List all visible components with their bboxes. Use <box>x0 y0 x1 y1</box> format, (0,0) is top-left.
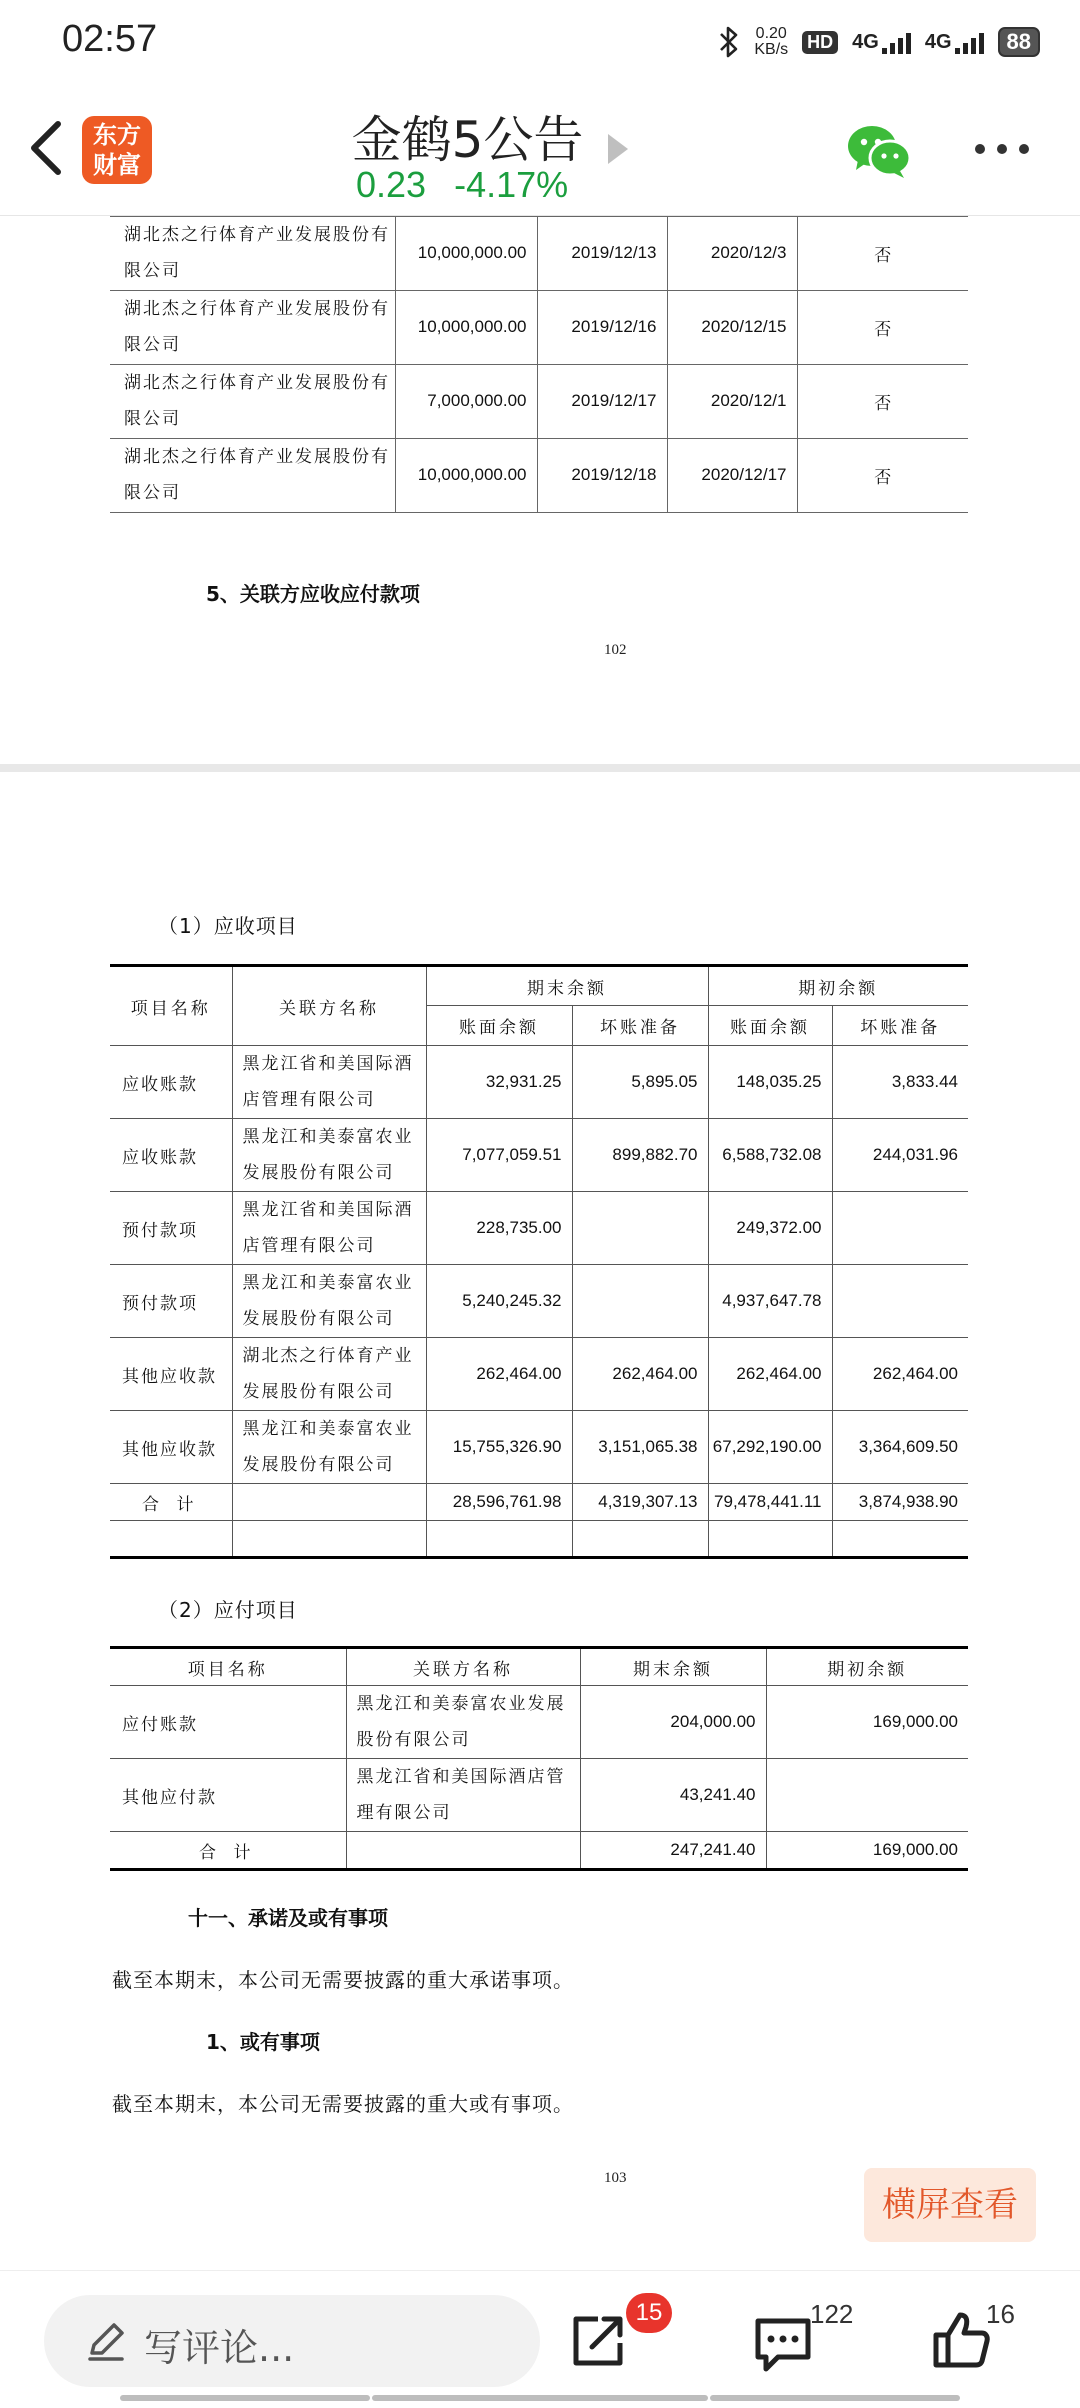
total-end-book: 28,596,761.98 <box>426 1484 572 1521</box>
like-icon[interactable] <box>930 2309 992 2371</box>
end-provision-cell: 899,882.70 <box>572 1119 708 1192</box>
battery-icon: 88 <box>998 27 1040 57</box>
total-label: 合 计 <box>110 1832 346 1870</box>
end-book-cell: 15,755,326.90 <box>426 1411 572 1484</box>
company-cell: 湖北杰之行体育产业发展股份有限公司 <box>110 438 395 512</box>
col-header-begin: 期初余额 <box>766 1648 968 1686</box>
subsection-heading: 1、或有事项 <box>206 2030 320 2054</box>
end-provision-cell <box>572 1192 708 1265</box>
party-cell: 黑龙江和美泰富农业发展股份有限公司 <box>232 1119 426 1192</box>
signal-icon-2 <box>925 31 984 54</box>
begin-provision-cell: 3,364,609.50 <box>832 1411 968 1484</box>
table-row <box>110 364 968 438</box>
done-cell: 否 <box>797 438 968 512</box>
signal-icon <box>852 31 911 54</box>
table-header-row <box>110 966 968 1006</box>
payables-table <box>110 1646 968 1871</box>
home-indicator <box>120 2395 960 2401</box>
end-date-cell: 2020/12/17 <box>667 438 797 512</box>
table-empty-row <box>110 1521 968 1558</box>
stock-quote <box>356 164 568 206</box>
party-cell: 黑龙江和美泰富农业发展股份有限公司 <box>232 1265 426 1338</box>
table-total-row <box>110 1484 968 1521</box>
empty-cell <box>346 1832 580 1870</box>
party-cell: 黑龙江省和美国际酒店管理有限公司 <box>232 1046 426 1119</box>
document-viewer[interactable] <box>0 216 1080 2266</box>
begin-book-cell: 6,588,732.08 <box>708 1119 832 1192</box>
table-total-row <box>110 1832 968 1870</box>
commitment-text: 截至本期末，本公司无需要披露的重大承诺事项。 <box>112 1968 574 1992</box>
item-cell: 其他应付款 <box>110 1759 346 1832</box>
receivables-caption: （1）应收项目 <box>158 914 298 938</box>
section-heading: 5、关联方应收应付款项 <box>206 582 420 606</box>
col-header-item: 项目名称 <box>110 966 232 1046</box>
begin-provision-cell: 3,833.44 <box>832 1046 968 1119</box>
stock-change: -4.17% <box>454 164 569 205</box>
col-header-begin-balance: 期初余额 <box>708 966 968 1006</box>
col-header-party: 关联方名称 <box>346 1648 580 1686</box>
comment-placeholder: 写评论... <box>144 2326 295 2370</box>
pen-icon <box>84 2319 128 2363</box>
start-date-cell: 2019/12/18 <box>537 438 667 512</box>
logo-line-2: 财富 <box>93 151 141 179</box>
col-header-provision: 坏账准备 <box>832 1006 968 1046</box>
begin-book-cell: 262,464.00 <box>708 1338 832 1411</box>
contingency-text: 截至本期末，本公司无需要披露的重大或有事项。 <box>112 2092 574 2116</box>
bluetooth-icon <box>718 25 740 59</box>
end-provision-cell <box>572 1265 708 1338</box>
done-cell: 否 <box>797 364 968 438</box>
col-header-provision: 坏账准备 <box>572 1006 708 1046</box>
party-cell: 黑龙江省和美国际酒店管理有限公司 <box>232 1192 426 1265</box>
party-cell: 黑龙江省和美国际酒店管理有限公司 <box>346 1759 580 1832</box>
amount-cell: 10,000,000.00 <box>395 438 537 512</box>
end-cell: 204,000.00 <box>580 1686 766 1759</box>
table-row <box>110 1338 968 1411</box>
comment-input[interactable] <box>44 2295 540 2387</box>
col-header-item: 项目名称 <box>110 1648 346 1686</box>
begin-book-cell: 67,292,190.00 <box>708 1411 832 1484</box>
wechat-icon[interactable] <box>846 122 912 180</box>
total-label: 合 计 <box>110 1484 232 1521</box>
company-cell: 湖北杰之行体育产业发展股份有限公司 <box>110 216 395 290</box>
done-cell: 否 <box>797 290 968 364</box>
amount-cell: 10,000,000.00 <box>395 216 537 290</box>
end-book-cell: 262,464.00 <box>426 1338 572 1411</box>
page-number: 102 <box>604 642 627 658</box>
begin-book-cell: 249,372.00 <box>708 1192 832 1265</box>
network-speed-value: 0.20 <box>755 25 787 42</box>
hd-badge: HD <box>802 31 838 54</box>
bottom-action-bar <box>0 2270 1080 2408</box>
comment-count: 122 <box>810 2299 854 2329</box>
status-time: 02:57 <box>62 18 158 60</box>
table-row <box>110 1411 968 1484</box>
receivables-table <box>110 964 968 1559</box>
end-book-cell: 7,077,059.51 <box>426 1119 572 1192</box>
table-row <box>110 1759 968 1832</box>
item-cell: 其他应收款 <box>110 1338 232 1411</box>
table-row <box>110 1192 968 1265</box>
start-date-cell: 2019/12/16 <box>537 290 667 364</box>
end-provision-cell: 3,151,065.38 <box>572 1411 708 1484</box>
begin-cell: 169,000.00 <box>766 1686 968 1759</box>
begin-book-cell: 4,937,647.78 <box>708 1265 832 1338</box>
more-icon[interactable] <box>975 142 1029 156</box>
end-date-cell: 2020/12/15 <box>667 290 797 364</box>
network-speed <box>754 26 788 58</box>
item-cell: 应付账款 <box>110 1686 346 1759</box>
sim2-label: 4G <box>924 30 952 53</box>
col-header-book: 账面余额 <box>708 1006 832 1046</box>
payables-caption: （2）应付项目 <box>158 1598 298 1622</box>
total-end-provision: 4,319,307.13 <box>572 1484 708 1521</box>
table-row <box>110 290 968 364</box>
like-count: 16 <box>986 2299 1015 2329</box>
item-cell: 应收账款 <box>110 1046 232 1119</box>
comment-icon[interactable] <box>752 2315 814 2373</box>
end-date-cell: 2020/12/3 <box>667 216 797 290</box>
end-book-cell: 228,735.00 <box>426 1192 572 1265</box>
start-date-cell: 2019/12/17 <box>537 364 667 438</box>
end-provision-cell: 262,464.00 <box>572 1338 708 1411</box>
section-heading: 十一、承诺及或有事项 <box>188 1906 388 1930</box>
done-cell: 否 <box>797 216 968 290</box>
page-title: 金鹤5公告 <box>351 111 584 169</box>
start-date-cell: 2019/12/13 <box>537 216 667 290</box>
table-row <box>110 1119 968 1192</box>
logo-line-1: 东方 <box>93 121 141 149</box>
total-begin-book: 79,478,441.11 <box>708 1484 832 1521</box>
end-book-cell: 32,931.25 <box>426 1046 572 1119</box>
begin-cell <box>766 1759 968 1832</box>
end-provision-cell: 5,895.05 <box>572 1046 708 1119</box>
empty-cell <box>232 1484 426 1521</box>
loan-table <box>110 216 968 513</box>
company-cell: 湖北杰之行体育产业发展股份有限公司 <box>110 364 395 438</box>
col-header-end-balance: 期末余额 <box>426 966 708 1006</box>
end-cell: 43,241.40 <box>580 1759 766 1832</box>
item-cell: 预付款项 <box>110 1265 232 1338</box>
share-icon[interactable] <box>568 2311 628 2371</box>
expand-arrow-icon[interactable] <box>608 134 628 164</box>
party-cell: 黑龙江和美泰富农业发展股份有限公司 <box>346 1686 580 1759</box>
status-bar <box>0 0 1080 84</box>
network-speed-unit: KB/s <box>754 41 789 58</box>
share-badge: 15 <box>626 2293 672 2333</box>
end-date-cell: 2020/12/1 <box>667 364 797 438</box>
party-cell: 黑龙江和美泰富农业发展股份有限公司 <box>232 1411 426 1484</box>
begin-provision-cell: 244,031.96 <box>832 1119 968 1192</box>
company-cell: 湖北杰之行体育产业发展股份有限公司 <box>110 290 395 364</box>
begin-book-cell: 148,035.25 <box>708 1046 832 1119</box>
end-book-cell: 5,240,245.32 <box>426 1265 572 1338</box>
table-row <box>110 216 968 290</box>
begin-provision-cell: 262,464.00 <box>832 1338 968 1411</box>
page-number: 103 <box>604 2170 627 2186</box>
col-header-party: 关联方名称 <box>232 966 426 1046</box>
table-row <box>110 1046 968 1119</box>
total-end: 247,241.40 <box>580 1832 766 1870</box>
table-row <box>110 1686 968 1759</box>
sim1-label: 4G <box>852 30 879 53</box>
begin-provision-cell <box>832 1265 968 1338</box>
item-cell: 其他应收款 <box>110 1411 232 1484</box>
begin-provision-cell <box>832 1192 968 1265</box>
total-begin-provision: 3,874,938.90 <box>832 1484 968 1521</box>
amount-cell: 10,000,000.00 <box>395 290 537 364</box>
table-row <box>110 438 968 512</box>
total-begin: 169,000.00 <box>766 1832 968 1870</box>
status-icons <box>718 22 1040 62</box>
amount-cell: 7,000,000.00 <box>395 364 537 438</box>
app-header <box>0 84 1080 216</box>
col-header-end: 期末余额 <box>580 1648 766 1686</box>
party-cell: 湖北杰之行体育产业发展股份有限公司 <box>232 1338 426 1411</box>
page-separator <box>0 764 1080 772</box>
table-header-row <box>110 1648 968 1686</box>
stock-price: 0.23 <box>356 164 427 205</box>
col-header-book: 账面余额 <box>426 1006 572 1046</box>
item-cell: 预付款项 <box>110 1192 232 1265</box>
table-row <box>110 1265 968 1338</box>
item-cell: 应收账款 <box>110 1119 232 1192</box>
landscape-view-button[interactable]: 横屏查看 <box>864 2168 1036 2242</box>
